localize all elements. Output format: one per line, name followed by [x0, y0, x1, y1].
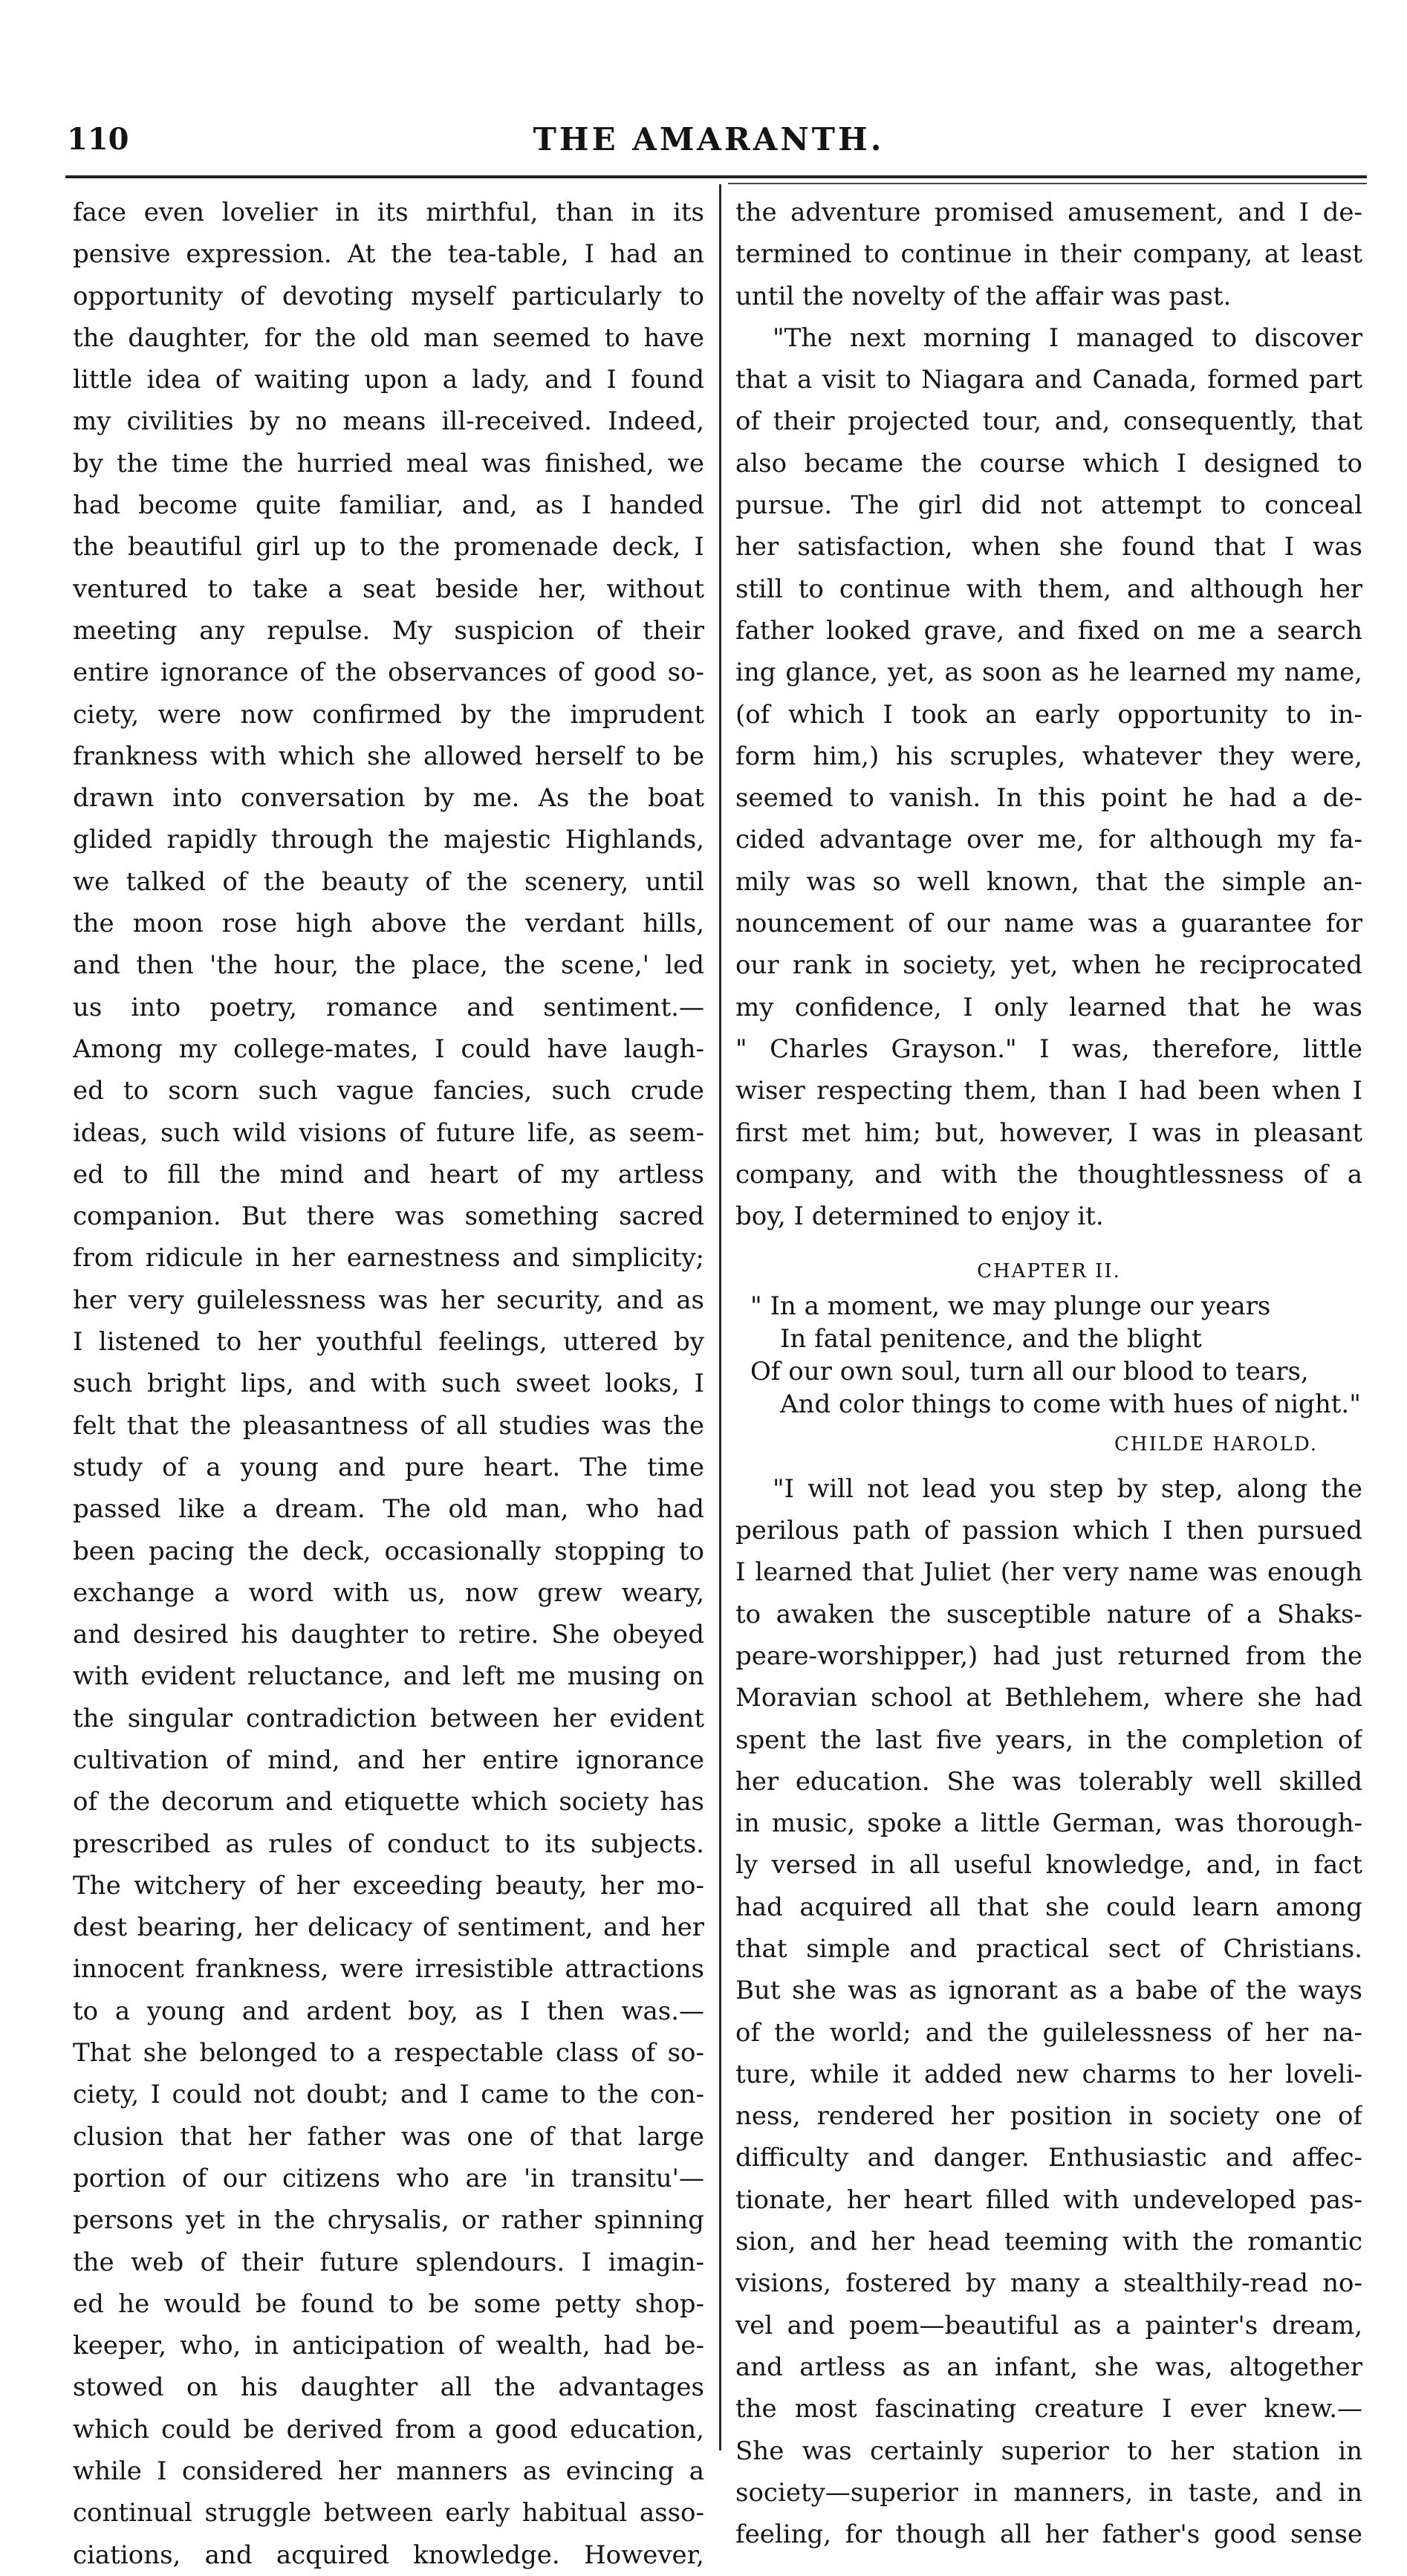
text-line: the adventure promised amusement, and I de-: [735, 198, 1362, 227]
text-line: difficulty and danger. Enthusiastic and affec-: [735, 2143, 1362, 2173]
header-rule: [65, 175, 1367, 178]
text-line: to awaken the susceptible nature of a Shaks-: [735, 1599, 1362, 1629]
text-line: feeling, for though all her father's good sense: [735, 2520, 1362, 2550]
text-line: prescribed as rules of conduct to its subjects.: [73, 1829, 704, 1859]
text-line: from ridicule in her earnestness and simplicity;: [73, 1243, 704, 1274]
text-line: of their projected tour, and, consequently, that: [735, 406, 1362, 437]
running-title: THE AMARANTH.: [533, 121, 885, 158]
text-line: study of a young and pure heart. The time: [73, 1452, 704, 1482]
text-line: wiser respecting them, than I had been when I: [735, 1076, 1362, 1106]
text-line: my civilities by no means ill-received. Indeed,: [73, 406, 704, 437]
text-line: seemed to vanish. In this point he had a de-: [735, 783, 1362, 814]
text-line: cided advantage over me, for although my fa-: [735, 825, 1362, 855]
text-line: my confidence, I only learned that he was: [735, 992, 1362, 1022]
text-line: our rank in society, yet, when he reciprocated: [735, 950, 1362, 981]
text-line: that simple and practical sect of Christians.: [735, 1933, 1362, 1964]
text-line: company, and with the thoughtlessness of a: [735, 1159, 1362, 1190]
text-line: peare-worshipper,) had just returned from the: [735, 1641, 1362, 1671]
text-line: had become quite familiar, and, as I handed: [73, 490, 704, 521]
text-line: ture, while it added new charms to her loveli-: [735, 2059, 1362, 2089]
text-line: "The next morning I managed to discover: [773, 322, 1362, 353]
text-line: drawn into conversation by me. As the boat: [73, 783, 704, 814]
text-line: persons yet in the chrysalis, or rather spinning: [73, 2205, 704, 2236]
text-line: dest bearing, her delicacy of sentiment, and her: [73, 1912, 704, 1943]
text-line: which could be derived from a good education,: [73, 2414, 704, 2444]
text-line: and artless as an infant, she was, altogether: [735, 2352, 1362, 2382]
text-line: ly versed in all useful knowledge, and, in fact: [735, 1850, 1362, 1881]
text-line: father looked grave, and fixed on me a search: [735, 615, 1362, 646]
right-column: [735, 192, 1362, 2555]
text-line: I listened to her youthful feelings, uttered by: [73, 1327, 704, 1357]
epigraph: [735, 1290, 1362, 1421]
text-line: little idea of waiting upon a lady, and I found: [73, 365, 704, 395]
text-line: felt that the pleasantness of all studies was the: [73, 1410, 704, 1441]
text-line: while I considered her manners as evincing a: [73, 2456, 704, 2487]
text-line: passed like a dream. The old man, who had: [73, 1494, 704, 1525]
column-divider: [719, 184, 721, 2450]
chapter-heading: CHAPTER II.: [977, 1260, 1121, 1283]
text-line: tionate, her heart filled with undeveloped pas-: [735, 2184, 1362, 2215]
text-line: Among my college-mates, I could have laugh-: [73, 1034, 704, 1064]
text-line: boy, I determined to enjoy it.: [735, 1201, 1104, 1232]
text-line: the web of their future splendours. I imagin-: [73, 2247, 704, 2277]
right-paragraph-1: [735, 192, 1362, 317]
epigraph-line: And color things to come with hues of night.": [780, 1389, 1361, 1419]
text-line: (of which I took an early opportunity to in-: [735, 699, 1362, 730]
text-line: meeting any repulse. My suspicion of their: [73, 615, 704, 646]
epigraph-attribution: CHILDE HAROLD.: [1114, 1433, 1318, 1456]
text-line: clusion that her father was one of that large: [73, 2121, 704, 2152]
text-line: stowed on his daughter all the advantages: [73, 2372, 704, 2403]
text-line: still to continue with them, and although her: [735, 574, 1362, 604]
text-line: companion. But there was something sacred: [73, 1201, 704, 1232]
text-line: until the novelty of the affair was past.: [735, 281, 1232, 311]
text-line: That she belonged to a respectable class of so-: [73, 2038, 704, 2069]
text-line: such bright lips, and with such sweet looks, I: [73, 1369, 704, 1399]
text-line: termined to continue in their company, at least: [735, 239, 1362, 270]
text-line: the moon rose high above the verdant hills,: [73, 909, 704, 939]
text-line: face even lovelier in its mirthful, than in its: [73, 198, 704, 227]
right-paragraph-3: [735, 1468, 1362, 2556]
text-line: her education. She was tolerably well skilled: [735, 1766, 1362, 1797]
text-line: ciations, and acquired knowledge. However,: [73, 2540, 704, 2570]
text-line: sion, and her head teeming with the romantic: [735, 2227, 1362, 2257]
epigraph-line: Of our own soul, turn all our blood to tears,: [750, 1356, 1309, 1386]
text-line: continual struggle between early habitual asso-: [73, 2498, 704, 2528]
text-line: the singular contradiction between her evident: [73, 1703, 704, 1733]
text-line: ed to scorn such vague fancies, such crude: [73, 1076, 704, 1106]
text-line: we talked of the beauty of the scenery, until: [73, 866, 704, 897]
text-line: and then 'the hour, the place, the scene,' led: [73, 950, 704, 981]
text-line: " Charles Grayson." I was, therefore, little: [735, 1034, 1362, 1064]
text-line: pursue. The girl did not attempt to conceal: [735, 490, 1362, 521]
text-line: by the time the hurried meal was finished, we: [73, 448, 704, 478]
epigraph-line: In fatal penitence, and the blight: [780, 1323, 1202, 1354]
text-line: her satisfaction, when she found that I was: [735, 532, 1362, 562]
text-line: Moravian school at Bethlehem, where she had: [735, 1683, 1362, 1713]
text-line: the most fascinating creature I ever knew.—: [735, 2394, 1362, 2424]
text-line: and desired his daughter to retire. She obeyed: [73, 1620, 704, 1650]
text-line: I learned that Juliet (her very name was enough: [735, 1557, 1362, 1588]
text-line: of the world; and the guilelessness of her na-: [735, 2017, 1362, 2048]
page-header: [52, 117, 1365, 162]
text-line: ideas, such wild visions of future life, as seem-: [73, 1117, 704, 1148]
text-line: "I will not lead you step by step, along the: [773, 1473, 1362, 1504]
text-line: spent the last five years, in the completion of: [735, 1725, 1362, 1755]
text-line: perilous path of passion which I then pursued: [735, 1516, 1362, 1546]
text-line: ed he would be found to be some petty shop-: [73, 2288, 704, 2319]
text-line: mily was so well known, that the simple an-: [735, 866, 1362, 897]
text-line: portion of our citizens who are 'in transitu'—: [73, 2163, 704, 2193]
text-line: had acquired all that she could learn among: [735, 1892, 1362, 1922]
text-line: ness, rendered her position in society one of: [735, 2101, 1362, 2132]
text-line: of the decorum and etiquette which society has: [73, 1787, 704, 1817]
text-line: frankness with which she allowed herself to be: [73, 741, 704, 771]
text-line: to a young and ardent boy, as I then was.—: [73, 1996, 704, 2026]
text-line: She was certainly superior to her station in: [735, 2436, 1362, 2466]
text-line: nouncement of our name was a guarantee for: [735, 909, 1362, 939]
epigraph-line: " In a moment, we may plunge our years: [750, 1291, 1271, 1321]
text-line: ventured to take a seat beside her, without: [73, 574, 704, 604]
text-line: also became the course which I designed to: [735, 448, 1362, 478]
text-line: first met him; but, however, I was in pleasant: [735, 1117, 1362, 1148]
text-line: that a visit to Niagara and Canada, formed part: [735, 365, 1362, 395]
text-line: ing glance, yet, as soon as he learned my name,: [735, 658, 1362, 688]
text-line: with evident reluctance, and left me musing on: [73, 1661, 704, 1692]
text-line: But she was as ignorant as a babe of the ways: [735, 1976, 1362, 2006]
text-line: ciety, were now confirmed by the imprudent: [73, 699, 704, 730]
text-line: form him,) his scruples, whatever they were,: [735, 741, 1362, 771]
text-line: pensive expression. At the tea-table, I had an: [73, 239, 704, 270]
text-line: the beautiful girl up to the promenade deck, I: [73, 532, 704, 562]
text-line: been pacing the deck, occasionally stopping to: [73, 1536, 704, 1566]
text-line: opportunity of devoting myself particularly to: [73, 281, 704, 311]
text-line: keeper, who, in anticipation of wealth, had be-: [73, 2331, 704, 2361]
text-line: the daughter, for the old man seemed to have: [73, 322, 704, 353]
text-line: her very guilelessness was her security, and as: [73, 1285, 704, 1315]
text-line: visions, fostered by many a stealthily-read no-: [735, 2268, 1362, 2299]
text-line: ed to fill the mind and heart of my artless: [73, 1159, 704, 1190]
text-line: in music, spoke a little German, was thorough-: [735, 1808, 1362, 1839]
text-line: entire ignorance of the observances of good so-: [73, 658, 704, 688]
text-line: vel and poem—beautiful as a painter's dream,: [735, 2310, 1362, 2340]
text-line: us into poetry, romance and sentiment.—: [73, 992, 704, 1022]
text-line: exchange a word with us, now grew weary,: [73, 1577, 704, 1608]
right-paragraph-2: [735, 317, 1362, 1238]
text-line: The witchery of her exceeding beauty, her mo-: [73, 1870, 704, 1901]
text-line: glided rapidly through the majestic Highlands,: [73, 825, 704, 855]
text-line: innocent frankness, were irresistible attractions: [73, 1954, 704, 1985]
text-line: cultivation of mind, and her entire ignorance: [73, 1745, 704, 1775]
text-line: ciety, I could not doubt; and I came to the con-: [73, 2080, 704, 2110]
left-column: [73, 192, 704, 2576]
page-number: 110: [67, 122, 129, 157]
header-rule-secondary: [728, 183, 1367, 184]
text-line: society—superior in manners, in taste, and in: [735, 2477, 1362, 2508]
spacer: [735, 1237, 1362, 1248]
